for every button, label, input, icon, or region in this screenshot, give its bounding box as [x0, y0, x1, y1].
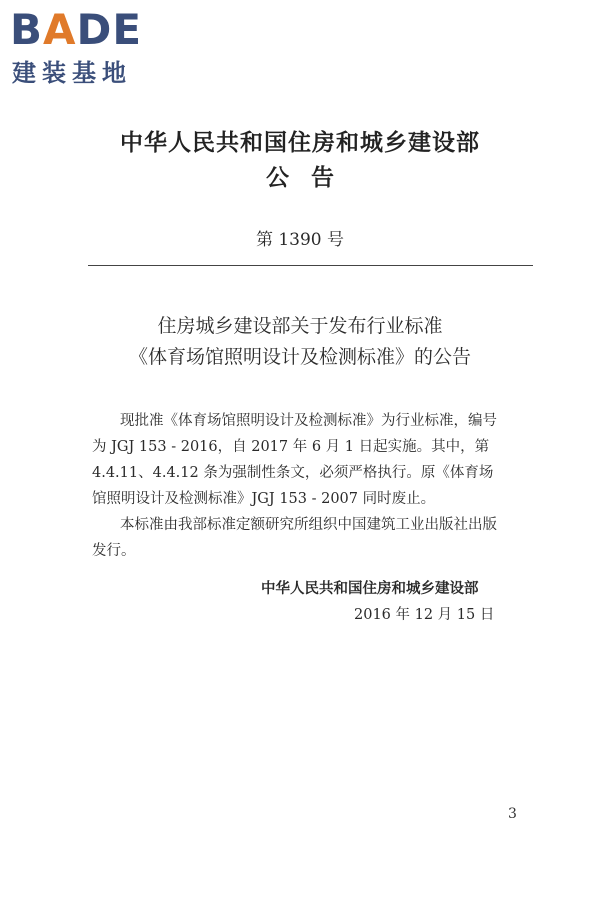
body-paragraph-2: [92, 512, 522, 564]
body-line: 馆照明设计及检测标准》JGJ 153 - 2007 同时废止。: [92, 491, 436, 507]
signature-date: 2016 年 12 月 15 日: [354, 607, 495, 623]
department-header: 中华人民共和国住房和城乡建设部: [120, 130, 480, 156]
body-line: 为 JGJ 153 - 2016，自 2017 年 6 月 1 日起实施。其中，第: [92, 439, 490, 455]
body-line: 发行。: [92, 543, 136, 559]
document-type: 公告: [266, 165, 356, 191]
body-line: 现批准《体育场馆照明设计及检测标准》为行业标准，编号: [120, 413, 497, 429]
watermark-logo: [10, 6, 180, 90]
page-number: 3: [508, 806, 517, 822]
document-number: 第 1390 号: [255, 230, 345, 250]
watermark-brand-text: BADE: [10, 5, 143, 54]
announcement-title-line-1: 住房城乡建设部关于发布行业标准: [157, 315, 443, 337]
watermark-subtitle: 建装基地: [12, 59, 132, 87]
announcement-title-line-2: 《体育场馆照明设计及检测标准》的公告: [128, 346, 471, 368]
header-divider: [88, 265, 533, 266]
watermark-accent-letter: A: [43, 5, 77, 54]
body-paragraph-1: [92, 408, 522, 512]
body-line: 4.4.11、4.4.12 条为强制性条文，必须严格执行。原《体育场: [92, 465, 494, 481]
watermark-brand: [10, 6, 142, 54]
body-line: 本标准由我部标准定额研究所组织中国建筑工业出版社出版: [120, 517, 497, 533]
signature-organization: 中华人民共和国住房和城乡建设部: [261, 581, 479, 597]
